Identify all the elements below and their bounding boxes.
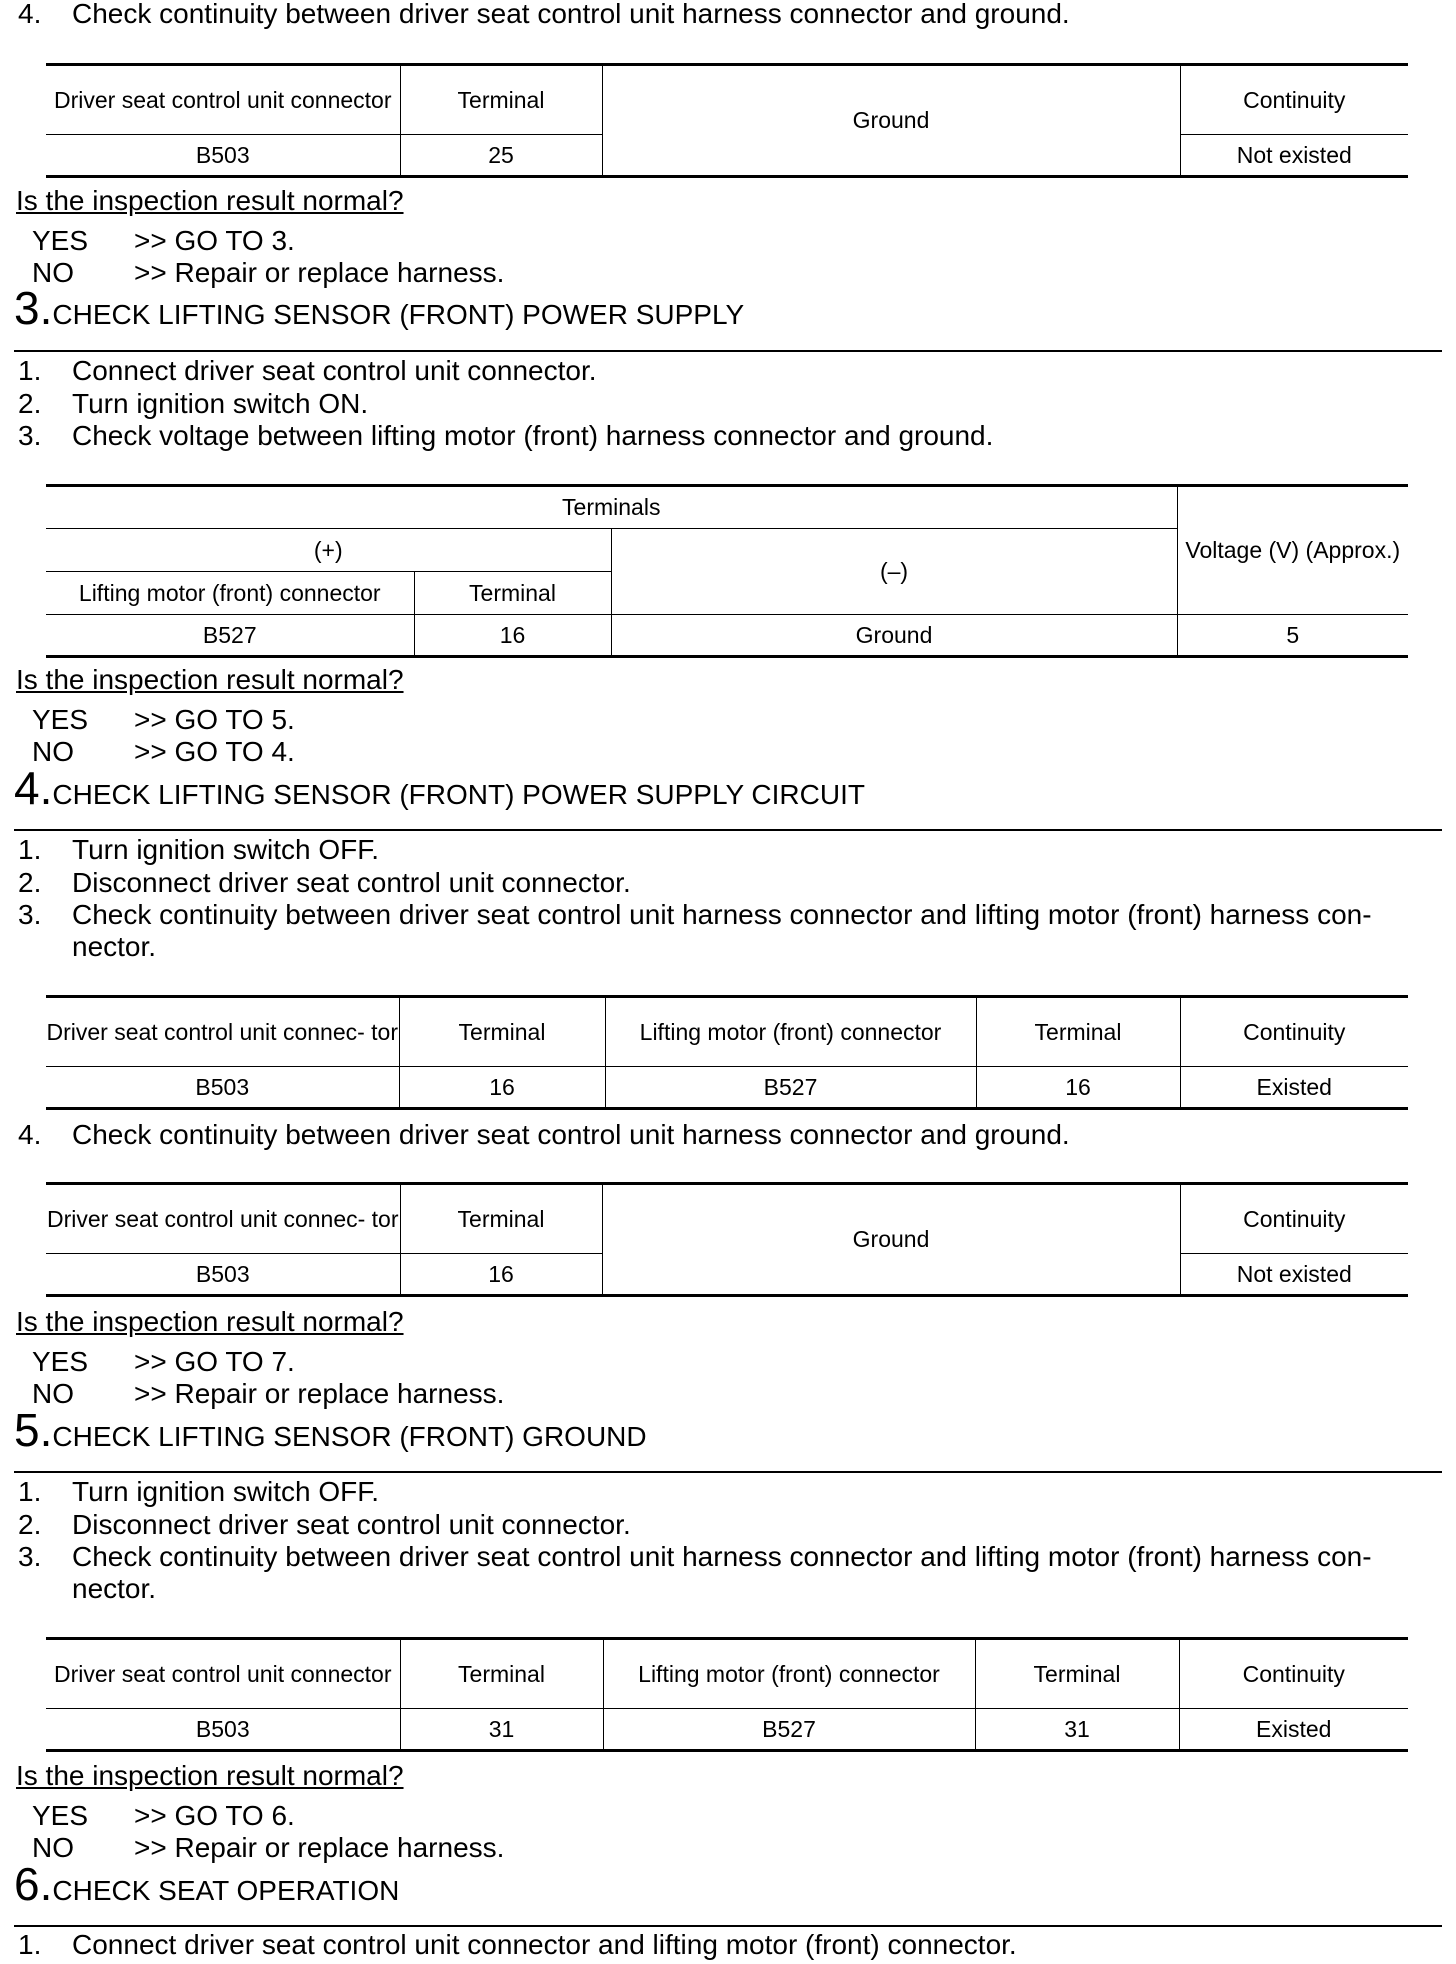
- step-title: CHECK LIFTING SENSOR (FRONT) GROUND: [52, 1421, 647, 1452]
- answer-yes: YES >> GO TO 5.: [32, 704, 295, 735]
- header-terminal: Terminal: [399, 997, 605, 1067]
- step5-item-2: 2. Disconnect driver seat control unit connector.: [18, 1509, 631, 1540]
- cell-connector-2: B527: [603, 1709, 975, 1751]
- header-connector: Driver seat control unit connec- tor: [46, 1184, 400, 1254]
- step3-voltage-table: [46, 484, 1408, 658]
- step4-item-2: 2. Disconnect driver seat control unit connector.: [18, 867, 631, 898]
- step4-harness-continuity-table: [46, 995, 1408, 1110]
- step-6-header: [14, 1858, 400, 1919]
- inspection-question: Is the inspection result normal?: [16, 1760, 404, 1791]
- step4-item-3: 3. Check continuity between driver seat control unit harness connector and lifting motor (front) harness con-: [18, 899, 1372, 930]
- step-5-header: [14, 1404, 647, 1465]
- header-terminals: Terminals: [46, 486, 1177, 529]
- header-terminal-2: Terminal: [975, 1639, 1179, 1709]
- cell-continuity: Existed: [1180, 1067, 1408, 1109]
- divider: [14, 1471, 1442, 1473]
- cell-terminal: 16: [399, 1067, 605, 1109]
- cell-terminal: 16: [414, 615, 611, 657]
- header-connector-2: Lifting motor (front) connector: [605, 997, 976, 1067]
- step-number: 4.: [14, 762, 53, 814]
- cell-continuity: Not existed: [1180, 1254, 1408, 1296]
- header-ground: Ground: [602, 65, 1180, 177]
- step-3-header: [14, 282, 745, 343]
- step4-item-4: 4. Check continuity between driver seat control unit harness connector and ground.: [18, 1119, 1070, 1150]
- step5-harness-continuity-table: [46, 1637, 1408, 1752]
- header-minus: (–): [611, 529, 1177, 615]
- step4-ground-continuity-table: [46, 1182, 1408, 1297]
- header-terminal: Terminal: [400, 65, 602, 135]
- divider: [14, 829, 1442, 831]
- cell-connector: B503: [46, 1067, 399, 1109]
- step3-item-2: 2. Turn ignition switch ON.: [18, 388, 369, 419]
- cell-connector: B503: [46, 135, 400, 177]
- divider: [14, 1925, 1442, 1927]
- answer-yes: YES >> GO TO 3.: [32, 225, 295, 256]
- header-connector: Driver seat control unit connector: [46, 1639, 400, 1709]
- step3-item-3: 3. Check voltage between lifting motor (front) harness connector and ground.: [18, 420, 994, 451]
- answer-no: NO >> Repair or replace harness.: [32, 1378, 505, 1409]
- answer-no: NO >> GO TO 4.: [32, 736, 295, 767]
- cell-connector: B503: [46, 1254, 400, 1296]
- cell-connector: B503: [46, 1709, 400, 1751]
- cell-terminal: 31: [400, 1709, 603, 1751]
- answer-no: NO >> Repair or replace harness.: [32, 1832, 505, 1863]
- header-connector: Lifting motor (front) connector: [46, 572, 414, 615]
- inspection-question: Is the inspection result normal?: [16, 185, 404, 216]
- header-connector: Driver seat control unit connec- tor: [46, 997, 399, 1067]
- header-voltage: Voltage (V) (Approx.): [1177, 486, 1408, 615]
- cell-terminal-2: 31: [975, 1709, 1179, 1751]
- step-title: CHECK LIFTING SENSOR (FRONT) POWER SUPPLY CIRCUIT: [52, 779, 865, 810]
- step2-ground-continuity-table: [46, 63, 1408, 178]
- step5-item-3-continuation: nector.: [72, 1573, 157, 1604]
- step2-item-4: 4. Check continuity between driver seat control unit harness connector and ground.: [18, 0, 1070, 29]
- header-connector: Driver seat control unit connector: [46, 65, 400, 135]
- step4-item-3-continuation: nector.: [72, 931, 157, 962]
- step-4-header: [14, 762, 865, 823]
- answer-yes: YES >> GO TO 6.: [32, 1800, 295, 1831]
- step-number: 6.: [14, 1858, 53, 1910]
- divider: [14, 350, 1442, 352]
- answer-yes: YES >> GO TO 7.: [32, 1346, 295, 1377]
- step3-item-1: 1. Connect driver seat control unit connector.: [18, 355, 597, 386]
- cell-connector: B527: [46, 615, 414, 657]
- header-terminal: Terminal: [400, 1184, 602, 1254]
- cell-voltage: 5: [1177, 615, 1408, 657]
- cell-continuity: Existed: [1179, 1709, 1408, 1751]
- step4-item-1: 1. Turn ignition switch OFF.: [18, 834, 380, 865]
- step6-item-1: 1. Connect driver seat control unit connector and lifting motor (front) connector.: [18, 1929, 1017, 1960]
- step5-item-3: 3. Check continuity between driver seat control unit harness connector and lifting motor (front) harness con-: [18, 1541, 1372, 1572]
- header-connector-2: Lifting motor (front) connector: [603, 1639, 975, 1709]
- answer-no: NO >> Repair or replace harness.: [32, 257, 505, 288]
- header-terminal: Terminal: [400, 1639, 603, 1709]
- header-continuity: Continuity: [1180, 1184, 1408, 1254]
- step-number: 3.: [14, 282, 53, 334]
- cell-terminal-2: 16: [976, 1067, 1180, 1109]
- header-terminal: Terminal: [414, 572, 611, 615]
- cell-terminal: 16: [400, 1254, 602, 1296]
- cell-terminal: 25: [400, 135, 602, 177]
- step5-item-1: 1. Turn ignition switch OFF.: [18, 1476, 380, 1507]
- header-continuity: Continuity: [1179, 1639, 1408, 1709]
- inspection-question: Is the inspection result normal?: [16, 1306, 404, 1337]
- step-number: 5.: [14, 1404, 53, 1456]
- header-continuity: Continuity: [1180, 65, 1408, 135]
- header-plus: (+): [46, 529, 611, 572]
- step-title: CHECK LIFTING SENSOR (FRONT) POWER SUPPLY: [52, 299, 745, 330]
- header-terminal-2: Terminal: [976, 997, 1180, 1067]
- header-continuity: Continuity: [1180, 997, 1408, 1067]
- inspection-question: Is the inspection result normal?: [16, 664, 404, 695]
- step-title: CHECK SEAT OPERATION: [52, 1875, 400, 1906]
- header-ground: Ground: [602, 1184, 1180, 1296]
- cell-continuity: Not existed: [1180, 135, 1408, 177]
- cell-minus: Ground: [611, 615, 1177, 657]
- cell-connector-2: B527: [605, 1067, 976, 1109]
